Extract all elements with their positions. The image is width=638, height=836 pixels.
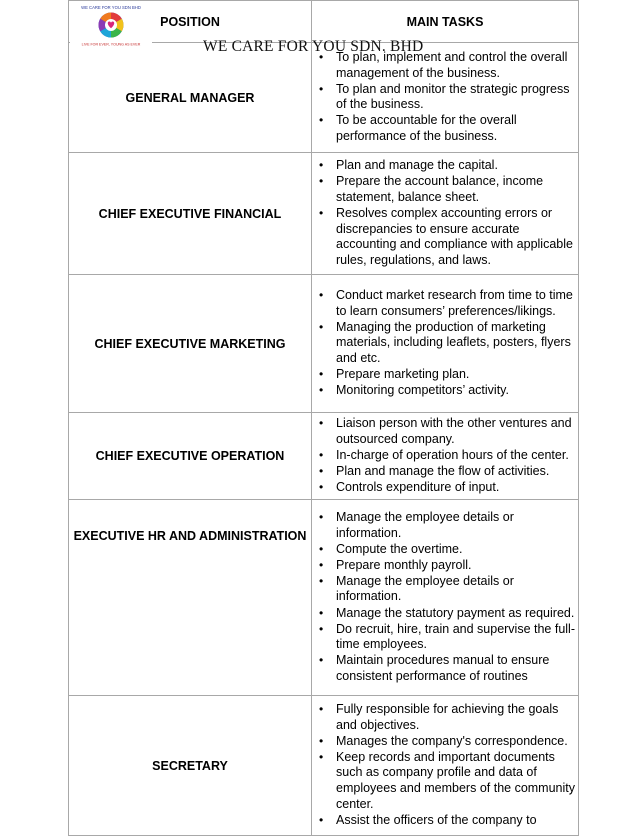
logo-top-text: WE CARE FOR YOU SDN BHD	[81, 5, 141, 10]
task-list	[312, 510, 578, 685]
task-item: • Keep records and important documents such as company profile and data of employees and members of the community center.	[312, 750, 578, 812]
task-list	[312, 702, 578, 828]
task-list	[312, 158, 578, 268]
task-item: • Plan and manage the flow of activities.	[312, 464, 578, 480]
tasks-cell	[312, 43, 579, 153]
task-item: • Prepare marketing plan.	[312, 367, 578, 383]
position-cell: EXECUTIVE HR AND ADMINISTRATION	[69, 500, 312, 696]
task-item: • Resolves complex accounting errors or discrepancies to ensure accurate accounting and compliance with applicable rules, regulations, and laws.	[312, 206, 578, 268]
task-item: • Compute the overtime.	[312, 542, 578, 558]
task-item: • Managing the production of marketing materials, including leaflets, posters, flyers and etc.	[312, 320, 578, 367]
tasks-cell	[312, 696, 579, 836]
task-item: • To be accountable for the overall performance of the business.	[312, 113, 578, 144]
task-item: • Plan and manage the capital.	[312, 158, 578, 174]
table-row	[69, 43, 579, 153]
logo-bottom-text: LIVE FOR EVER, YOUNG AS EVER	[81, 42, 141, 47]
company-logo	[70, 3, 152, 47]
tasks-header: MAIN TASKS	[312, 1, 579, 43]
task-item: • Manage the statutory payment as required.	[312, 606, 578, 622]
task-list	[312, 288, 578, 399]
task-item: • Liaison person with the other ventures and outsourced company.	[312, 416, 578, 447]
task-item: • Monitoring competitors’ activity.	[312, 383, 578, 399]
task-item: • Prepare monthly payroll.	[312, 558, 578, 574]
table-row	[69, 153, 579, 275]
positions-table	[68, 0, 579, 836]
task-item: • Prepare the account balance, income statement, balance sheet.	[312, 174, 578, 205]
task-list	[312, 416, 578, 495]
position-cell: SECRETARY	[69, 696, 312, 836]
task-list	[312, 50, 578, 145]
table-row	[69, 275, 579, 413]
position-cell: CHIEF EXECUTIVE OPERATION	[69, 413, 312, 500]
tasks-cell	[312, 500, 579, 696]
position-cell: CHIEF EXECUTIVE FINANCIAL	[69, 153, 312, 275]
task-item: • Manage the employee details or information.	[312, 574, 578, 605]
position-header: POSITION	[69, 1, 312, 43]
task-item: • Maintain procedures manual to ensure consistent performance of routines	[312, 653, 578, 684]
tasks-cell	[312, 153, 579, 275]
position-cell: CHIEF EXECUTIVE MARKETING	[69, 275, 312, 413]
table-row	[69, 696, 579, 836]
task-item: • Manages the company's correspondence.	[312, 734, 578, 750]
position-cell: GENERAL MANAGER	[69, 43, 312, 153]
logo-flower-icon	[99, 13, 124, 38]
task-item: • Conduct market research from time to time to learn consumers’ preferences/likings.	[312, 288, 578, 319]
task-item: • Do recruit, hire, train and supervise the full-time employees.	[312, 622, 578, 653]
tasks-cell	[312, 413, 579, 500]
task-item: • Assist the officers of the company to	[312, 813, 578, 829]
task-item: • In-charge of operation hours of the center.	[312, 448, 578, 464]
table-row	[69, 500, 579, 696]
company-watermark: WE CARE FOR YOU SDN. BHD	[203, 38, 424, 55]
task-item: • Manage the employee details or information.	[312, 510, 578, 541]
table-row	[69, 413, 579, 500]
task-item: • To plan, implement and control the overall management of the business.	[312, 50, 578, 81]
tasks-cell	[312, 275, 579, 413]
task-item: • Fully responsible for achieving the goals and objectives.	[312, 702, 578, 733]
task-item: • Controls expenditure of input.	[312, 480, 578, 496]
task-item: • To plan and monitor the strategic progress of the business.	[312, 82, 578, 113]
